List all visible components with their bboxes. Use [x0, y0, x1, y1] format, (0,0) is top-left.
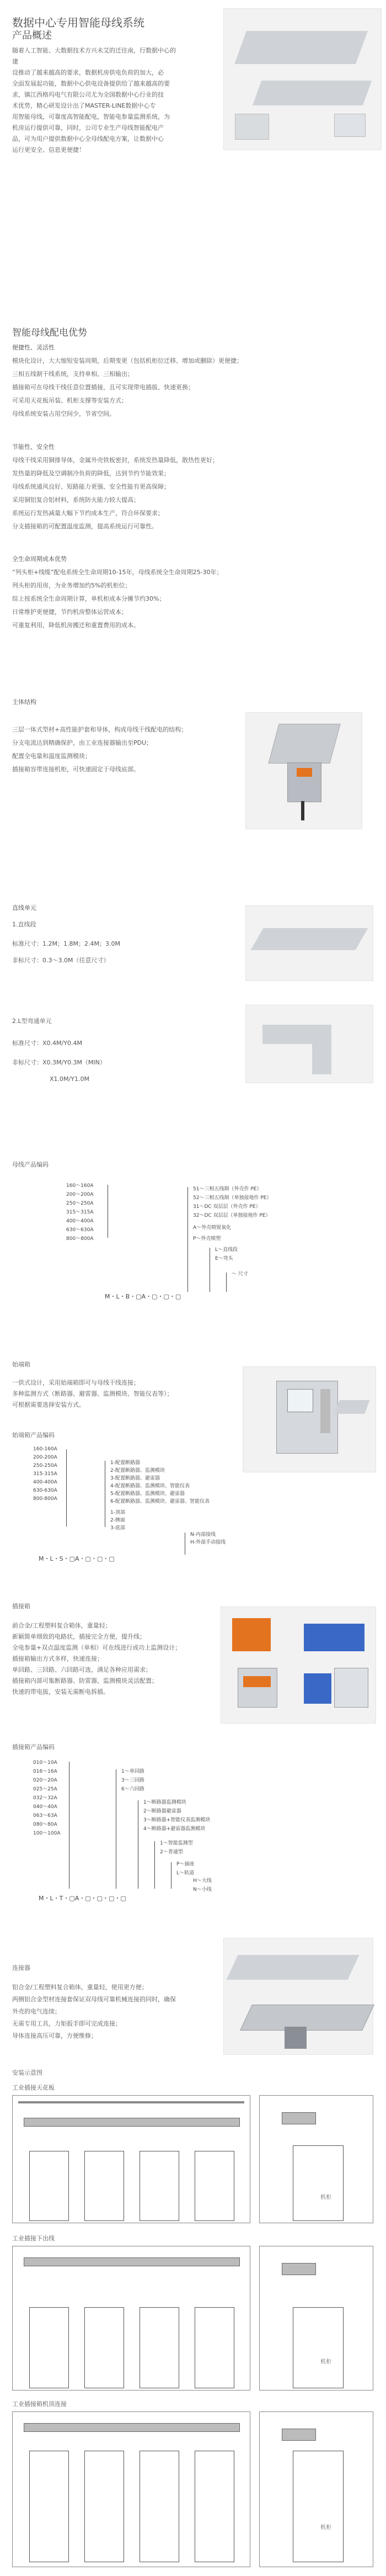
structure-line: 配置全电量和温度监测模块；	[12, 752, 91, 760]
structure-line: 插接箱容带连接机柜，可快速固定于母线底部。	[12, 766, 140, 773]
units-line: 非标尺寸：0.3～3.0M（任意尺寸）	[12, 957, 110, 964]
plugbox-line: 快速的带电拔，安装无需断电拆插。	[12, 1688, 109, 1695]
overview-text	[12, 45, 178, 156]
overview-title-main: 数据中心专用智能母线系统	[12, 16, 144, 29]
code1-option: 52～三相五线制（单独接地作 PE）	[193, 1195, 272, 1201]
connector-line: 导体连接高压可靠，方便维修；	[12, 2032, 97, 2039]
cabinet-label: 机柜	[320, 2359, 331, 2365]
plugbox-rating: 016～16A	[33, 1769, 57, 1774]
overview-line: 品，可为用户提供数据中心全母线配电方案，让数据中心	[12, 135, 164, 142]
feedbox-text	[12, 1377, 194, 1411]
feedbox-mount: 2-侧面	[110, 1518, 125, 1523]
install-floor-label: 工业插接下出线	[12, 2235, 55, 2242]
install-rack-label: 工业插接箱机顶连接	[12, 2400, 67, 2408]
advantage-line: 模块化设计，大大缩短安装周期，后期变更（包括机柜位迁移、增加或删除）更便捷；	[12, 357, 243, 364]
plugbox-rating: 010～10A	[33, 1760, 57, 1766]
overview-line: 随着人工智能、大数据技术方兴未艾的迁往南，行数据中心的建	[12, 47, 176, 65]
feedbox-code-diagram	[33, 1446, 342, 1573]
overview-line: 用智能母线，可靠度高智能配电，智能电参量监测系统，为	[12, 113, 170, 120]
feedbox-heading: 始端箱	[12, 1361, 30, 1368]
advantage-line: 可采用天花板吊装、机柜支撑等安装方式；	[12, 397, 127, 404]
advantage-line: 系统运行发热减量大幅下节约成本生产，符合环保要求；	[12, 510, 164, 517]
units-line: 标准尺寸：1.2M；1.8M；2.4M；3.0M	[12, 940, 120, 947]
plugbox-rating: 100～100A	[33, 1831, 61, 1836]
feedbox-rating: 400-400A	[33, 1480, 57, 1485]
feedbox-line: 一供式设计，采用始端箱即可与母线干线连接；	[12, 1379, 140, 1386]
advantages-group1	[12, 342, 343, 420]
advantage-line: “列头柜+线缆”配电系统全生命周期10-15年，母线系统全生命周期25-30年；	[12, 569, 223, 576]
install-floor-side	[259, 2246, 373, 2391]
plugbox-line: 单回路、三回路、六回路可选，满足各种应用需求；	[12, 1666, 152, 1673]
code1-formula: M・L・B・▢A・▢・▢・▢	[105, 1293, 181, 1300]
feedbox-mount: 1-顶部	[110, 1510, 125, 1515]
feedbox-option: 2-配置断路器、监测模块	[110, 1468, 165, 1473]
plugbox-out: L～轨道	[176, 1870, 195, 1876]
advantage-line: 列头柜的用房，为业务增加约5%的机柜位；	[12, 582, 131, 589]
advantage-line: 采用铜铝复合铝材料，系统防火能力较大提高；	[12, 496, 140, 503]
units-line: X1.0M/Y1.0M	[50, 1075, 89, 1083]
code1-rating: 400～400A	[66, 1218, 94, 1224]
structure-image	[245, 712, 362, 829]
feedbox-formula: M・L・S・▢A・▢・▢・▢	[39, 1555, 115, 1562]
feedbox-rating: 800-800A	[33, 1496, 57, 1502]
advantages-heading: 智能母线配电优势	[12, 327, 87, 338]
advantage-line: 母线系统通风良好、短路能力更强、安全性能有更高保障；	[12, 483, 170, 490]
install-floor-diagram	[12, 2246, 250, 2391]
structure-text	[12, 724, 194, 777]
plugbox-formula: M・L・T・▢A・▢・▢・▢・▢	[39, 1895, 126, 1902]
install-heading: 安装示意图	[12, 2069, 42, 2076]
feedbox-option: 4-配置断路器、监测模块、智能仪表	[110, 1483, 190, 1489]
code1-option: 31～DC 双层层（外壳作 PE）	[193, 1204, 261, 1210]
plugbox-config: 3～断路器+智能仪表监测模块	[143, 1817, 211, 1823]
cabinet-label: 机柜	[320, 2195, 331, 2201]
code1-rating: 160～160A	[66, 1183, 94, 1189]
install-ceiling-side	[259, 2095, 373, 2223]
straight-unit-image	[245, 905, 373, 981]
plugbox-rating: 020～20A	[33, 1778, 57, 1783]
structure-line: 三层一体式型材+高性能护套和导体，构成母线干线配电的结构；	[12, 726, 187, 733]
advantage-line: 发热量的降低及空调制冷负荷的降低，达到节约节能效果；	[12, 470, 170, 477]
feedbox-rating: 250-250A	[33, 1463, 57, 1469]
plugbox-mount: N～小线	[193, 1887, 212, 1893]
overview-title-sub: 产品概述	[12, 30, 52, 41]
plugbox-image	[221, 1607, 376, 1724]
plugbox-config: 1～断路器监测模块	[143, 1800, 186, 1805]
install-rack-side	[259, 2411, 373, 2567]
feedbox-code-heading: 始端箱产品编码	[12, 1432, 55, 1439]
plugbox-rating: 032～32A	[33, 1795, 57, 1801]
code1-option: 32～DC 双层层（单独接地作 PE）	[193, 1213, 271, 1218]
code1-option: A～外壳喷锐氧化	[193, 1225, 232, 1231]
overview-line: 求，镇江西格玛电气有限公司尤为全国数据中心行业的技	[12, 91, 164, 98]
advantage-line: 综上按系统全生命周期计算，单机柜成本分摊节约30%；	[12, 595, 165, 602]
plugbox-connect: 1～智能监测型	[160, 1841, 193, 1846]
plugbox-rating: 040～40A	[33, 1804, 57, 1810]
overview-line: 机房运行提供可靠，同时，公司专业生产母线智能配电产	[12, 124, 164, 131]
plugbox-loop: 1～单回路	[121, 1769, 144, 1774]
advantage-line: 母线系统安装占用空间少，节省空间。	[12, 410, 115, 417]
units-line: 标准尺寸：X0.4M/Y0.4M	[12, 1040, 82, 1047]
plugbox-line: 插接箱输出方式多样，快速连接；	[12, 1655, 103, 1662]
connector-heading: 连接器	[12, 1964, 30, 1971]
code1-rating: 800～800A	[66, 1236, 94, 1242]
overview-line: 设推动了越来越高的要求，数据机房供电负荷的加大，必	[12, 69, 164, 76]
code1-option: E～弯头	[215, 1256, 233, 1262]
code1-diagram	[66, 1181, 353, 1319]
advantage-line: 可重复利用，降低机房搬迁和重置费用的成本。	[12, 622, 140, 629]
connector-image	[223, 1938, 373, 2055]
install-rack-diagram	[12, 2411, 250, 2567]
plugbox-line: 新颖简单细致的电路状，插接完全方便，提升线；	[12, 1633, 146, 1640]
group-title: 节能性、安全性	[12, 443, 55, 450]
code1-rating: 315～315A	[66, 1210, 94, 1215]
units-line: 非标尺寸：X0.3M/Y0.3M（MIN）	[12, 1059, 106, 1066]
l-unit-image	[245, 1005, 373, 1083]
units-heading: 直线单元	[12, 904, 36, 911]
units-sub2: 2.L型弯通单元	[12, 1017, 52, 1025]
plugbox-loop: 6～六回路	[121, 1787, 144, 1792]
busway-product-image	[223, 8, 382, 150]
advantage-line: 母线干线采用铜排导体，金属外壳铁板密封，系统发热量降低，散热性更好；	[12, 457, 218, 464]
code1-option: 51～三相五线制（外壳作 PE）	[193, 1186, 262, 1192]
code1-heading: 母线产品编码	[12, 1161, 49, 1168]
plugbox-rating: 063～63A	[33, 1813, 57, 1819]
plugbox-text	[12, 1620, 189, 1698]
plugbox-out: P～插座	[176, 1862, 195, 1867]
feedbox-mount: 3-底部	[110, 1525, 125, 1531]
structure-line: 分支电流达到精确保护，由工业连接器输出至PDU；	[12, 739, 153, 746]
code1-rating: 200～200A	[66, 1192, 94, 1197]
group-title: 全生命周期成本优势	[12, 555, 67, 563]
install-ceiling-label: 工业插接天花板	[12, 2084, 55, 2091]
overview-line: 运行更安全、信息更便捷！	[12, 146, 85, 153]
feedbox-option: 1-配置断路器	[110, 1460, 140, 1466]
connector-text	[12, 1982, 222, 2043]
units-sub1: 1.直线段	[12, 921, 36, 928]
plugbox-line: 前合金/工程塑料复合箱体，重量轻；	[12, 1622, 111, 1629]
connector-line: 两侧铝合金型材连接套保证双母线可靠机械连接的同时，确保	[12, 1996, 176, 2003]
plugbox-connect: 2～普通型	[160, 1849, 183, 1855]
cabinet-label: 机柜	[320, 2525, 331, 2531]
plugbox-line: 插接箱内部可集断路器、防雷器，监测模块灵活配置；	[12, 1677, 158, 1684]
connector-line: 铝合金/工程塑料复合箱体，重量轻，使用更方便；	[12, 1984, 148, 1991]
advantages-group3	[12, 554, 343, 631]
feedbox-wire: H-外部手动接线	[190, 1540, 226, 1545]
plugbox-rating: 080～80A	[33, 1822, 57, 1827]
install-ceiling-diagram	[12, 2095, 250, 2223]
feedbox-rating: 200-200A	[33, 1455, 57, 1460]
advantage-line: 三相五线制干线系统，支持单相、三相输出；	[12, 370, 133, 378]
advantages-group2	[12, 442, 343, 532]
connector-line: 无需专用工具，力矩扳手即可完成连接；	[12, 2020, 121, 2027]
group-title: 便捷性、灵活性	[12, 344, 55, 351]
advantage-line: 插接箱可在母线干线任意位置插接，且可实现带电插拔、快速更换；	[12, 384, 194, 391]
overview-line: 全面发展起功能，数据中心供电设备提供给了越来越高的要	[12, 80, 170, 87]
code1-option: ～ 尺寸	[232, 1271, 248, 1277]
feedbox-rating: 315-315A	[33, 1471, 57, 1477]
feedbox-option: 5-配置断路器、监测模块、避雷器	[110, 1491, 185, 1497]
code1-rating: 630～630A	[66, 1227, 94, 1233]
advantage-line: 日常维护更便捷，节约机房整体运营成本；	[12, 608, 127, 616]
code1-option: P～外壳喷塑	[193, 1236, 221, 1242]
feedbox-rating: 630-630A	[33, 1488, 57, 1493]
feedbox-line: 多种监测方式（断路器、避雷器、监测模块、智能仪表等）；	[12, 1390, 173, 1397]
plugbox-mount: H～大线	[193, 1878, 212, 1884]
feedbox-rating: 160-160A	[33, 1446, 57, 1452]
structure-heading: 主体结构	[12, 698, 36, 706]
connector-line: 外壳的电气连续；	[12, 2008, 61, 2015]
plugbox-code-heading: 插接箱产品编码	[12, 1743, 55, 1751]
feedbox-option: 3-配置断路器、避雷器	[110, 1476, 160, 1481]
feedbox-option: 6-配置断路器、监测模块、避雷器、智能仪表	[110, 1499, 210, 1504]
plugbox-config: 2～断路器避雷器	[143, 1809, 181, 1814]
plugbox-loop: 3～三回路	[121, 1778, 144, 1783]
plugbox-rating: 025～25A	[33, 1787, 57, 1792]
plugbox-code-diagram	[33, 1758, 342, 1924]
plugbox-config: 4～断路器+避雷器监测模块	[143, 1826, 206, 1832]
overview-line: 术优势，精心研发设计出了MASTER-LINE数据中心专	[12, 102, 156, 109]
feedbox-wire: N-内部接线	[190, 1532, 216, 1538]
advantage-line: 分支插接箱的可配置温度监测，提高系统运行可靠性。	[12, 523, 158, 530]
code1-rating: 250～250A	[66, 1201, 94, 1206]
code1-option: L～直线段	[215, 1247, 238, 1253]
plugbox-heading: 插接箱	[12, 1603, 30, 1610]
feedbox-line: 可根据需要选择安装方式。	[12, 1401, 85, 1408]
plugbox-line: 全电参量+双点温度监测（单相）可在线进行成功上监测设计；	[12, 1644, 181, 1651]
